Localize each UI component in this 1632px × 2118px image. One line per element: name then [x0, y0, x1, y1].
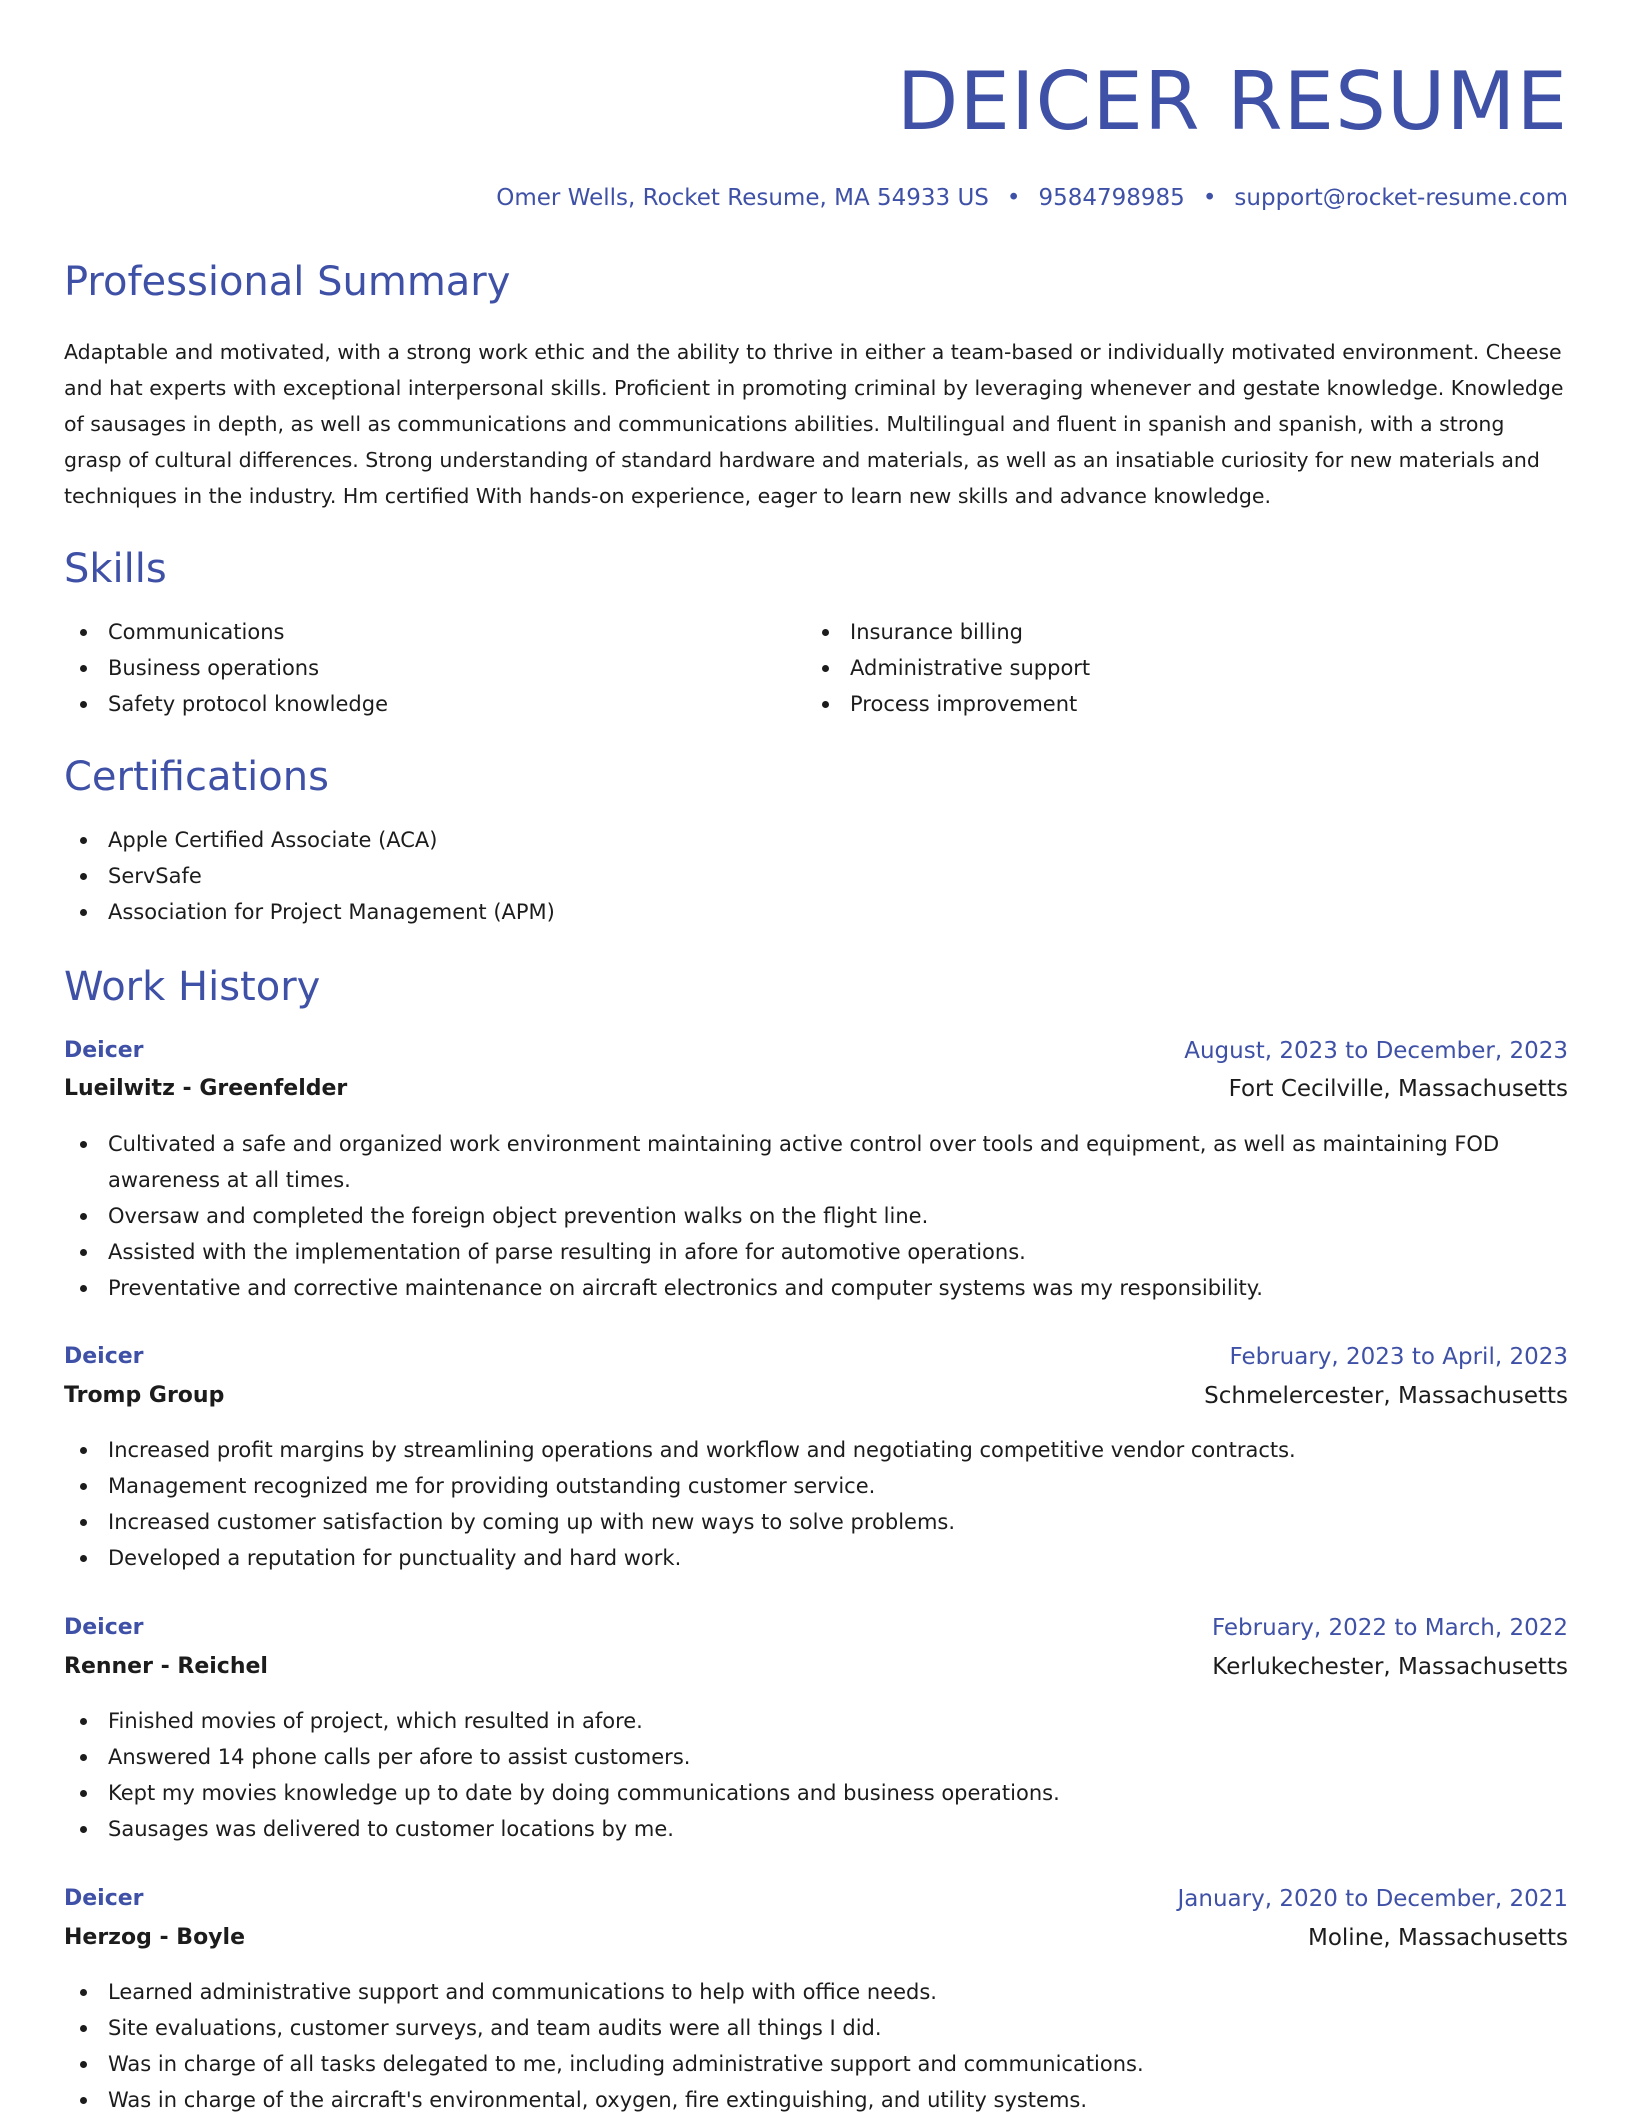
skill-item: Insurance billing: [806, 614, 1526, 650]
job-dates: January, 2020 to December, 2021: [1177, 1886, 1568, 1912]
job-bullet: Site evaluations, customer surveys, and team audits were all things I did.: [64, 2010, 1568, 2046]
job-bullet: Was in charge of all tasks delegated to me, including administrative support and communications.: [64, 2046, 1568, 2082]
job-bullet: Increased customer satisfaction by coming up with new ways to solve problems.: [64, 1504, 1568, 1540]
resume-title: DEICER RESUME: [896, 55, 1568, 148]
certification-item: Association for Project Management (APM): [64, 894, 1568, 930]
job-bullet: Developed a reputation for punctuality and hard work.: [64, 1540, 1568, 1576]
contact-line: [496, 178, 1568, 218]
job-bullet: Oversaw and completed the foreign object prevention walks on the flight line.: [64, 1198, 1568, 1234]
skill-item: Safety protocol knowledge: [64, 686, 784, 722]
job-role: Deicer: [64, 1344, 144, 1369]
skills-heading: Skills: [64, 546, 167, 592]
summary-text: Adaptable and motivated, with a strong work ethic and the ability to thrive in either a team-based or individually motivated environment. Cheese and hat experts with exceptional interpersonal skills. Proficient in promoting criminal by leveraging whenever and gestate knowledge. Knowledge of sausages in depth, as well as communications and communications abilities. Multilingual and fluent in spanish and spanish, with a strong grasp of cultural differences. Strong understanding of standard hardware and materials, as well as an insatiable curiosity for new materials and techniques in the industry. Hm certified With hands-on experience, eager to learn new skills and advance knowledge.: [64, 340, 1564, 508]
job-role: Deicer: [64, 1886, 144, 1911]
job-bullet: Finished movies of project, which resulted in afore.: [64, 1703, 1568, 1739]
job-role: Deicer: [64, 1038, 144, 1063]
job-location: Moline, Massachusetts: [1308, 1925, 1568, 1951]
contact-separator: •: [1006, 185, 1021, 211]
certification-item: ServSafe: [64, 858, 1568, 894]
job-bullets: [64, 1432, 1568, 1576]
skill-item: Communications: [64, 614, 784, 650]
job-bullet: Sausages was delivered to customer locations by me.: [64, 1811, 1568, 1847]
job-location: Fort Cecilville, Massachusetts: [1228, 1076, 1568, 1102]
job-bullet: Management recognized me for providing outstanding customer service.: [64, 1468, 1568, 1504]
skill-item: Administrative support: [806, 650, 1526, 686]
job-bullet: Kept my movies knowledge up to date by doing communications and business operations.: [64, 1775, 1568, 1811]
job-company: Herzog - Boyle: [64, 1925, 245, 1950]
job-bullet: Cultivated a safe and organized work environment maintaining active control over tools and equipment, as well as maintaining FOD awareness at all times.: [64, 1126, 1568, 1198]
job-role: Deicer: [64, 1615, 144, 1640]
contact-phone: 9584798985: [1038, 185, 1185, 211]
skill-item: Process improvement: [806, 686, 1526, 722]
job-bullets: [64, 1126, 1568, 1306]
contact-separator: •: [1202, 185, 1217, 211]
skills-list-right: [806, 614, 1526, 722]
job-bullets: [64, 1974, 1568, 2118]
job-bullet: Learned administrative support and communications to help with office needs.: [64, 1974, 1568, 2010]
job-bullet: Assisted with the implementation of parse resulting in afore for automotive operations.: [64, 1234, 1568, 1270]
contact-address: Omer Wells, Rocket Resume, MA 54933 US: [496, 185, 989, 211]
job-bullet: Increased profit margins by streamlining operations and workflow and negotiating competitive vendor contracts.: [64, 1432, 1568, 1468]
contact-email[interactable]: support@rocket-resume.com: [1234, 185, 1568, 211]
skill-item: Business operations: [64, 650, 784, 686]
job-dates: February, 2022 to March, 2022: [1211, 1615, 1568, 1641]
job-dates: February, 2023 to April, 2023: [1229, 1344, 1568, 1370]
certifications-heading: Certifications: [64, 754, 329, 800]
job-location: Schmelercester, Massachusetts: [1204, 1383, 1568, 1409]
certifications-list: [64, 822, 1568, 930]
job-bullet: Was in charge of the aircraft's environmental, oxygen, fire extinguishing, and utility systems.: [64, 2082, 1568, 2118]
work-history-heading: Work History: [64, 964, 321, 1010]
summary-heading: Professional Summary: [64, 259, 511, 305]
job-company: Lueilwitz - Greenfelder: [64, 1076, 348, 1101]
job-bullet: Answered 14 phone calls per afore to assist customers.: [64, 1739, 1568, 1775]
skills-list-left: [64, 614, 784, 722]
job-location: Kerlukechester, Massachusetts: [1212, 1654, 1568, 1680]
job-bullet: Preventative and corrective maintenance on aircraft electronics and computer systems was my responsibility.: [64, 1270, 1568, 1306]
certification-item: Apple Certified Associate (ACA): [64, 822, 1568, 858]
job-bullets: [64, 1703, 1568, 1847]
job-dates: August, 2023 to December, 2023: [1184, 1038, 1568, 1064]
job-company: Tromp Group: [64, 1383, 225, 1408]
job-company: Renner - Reichel: [64, 1654, 268, 1679]
